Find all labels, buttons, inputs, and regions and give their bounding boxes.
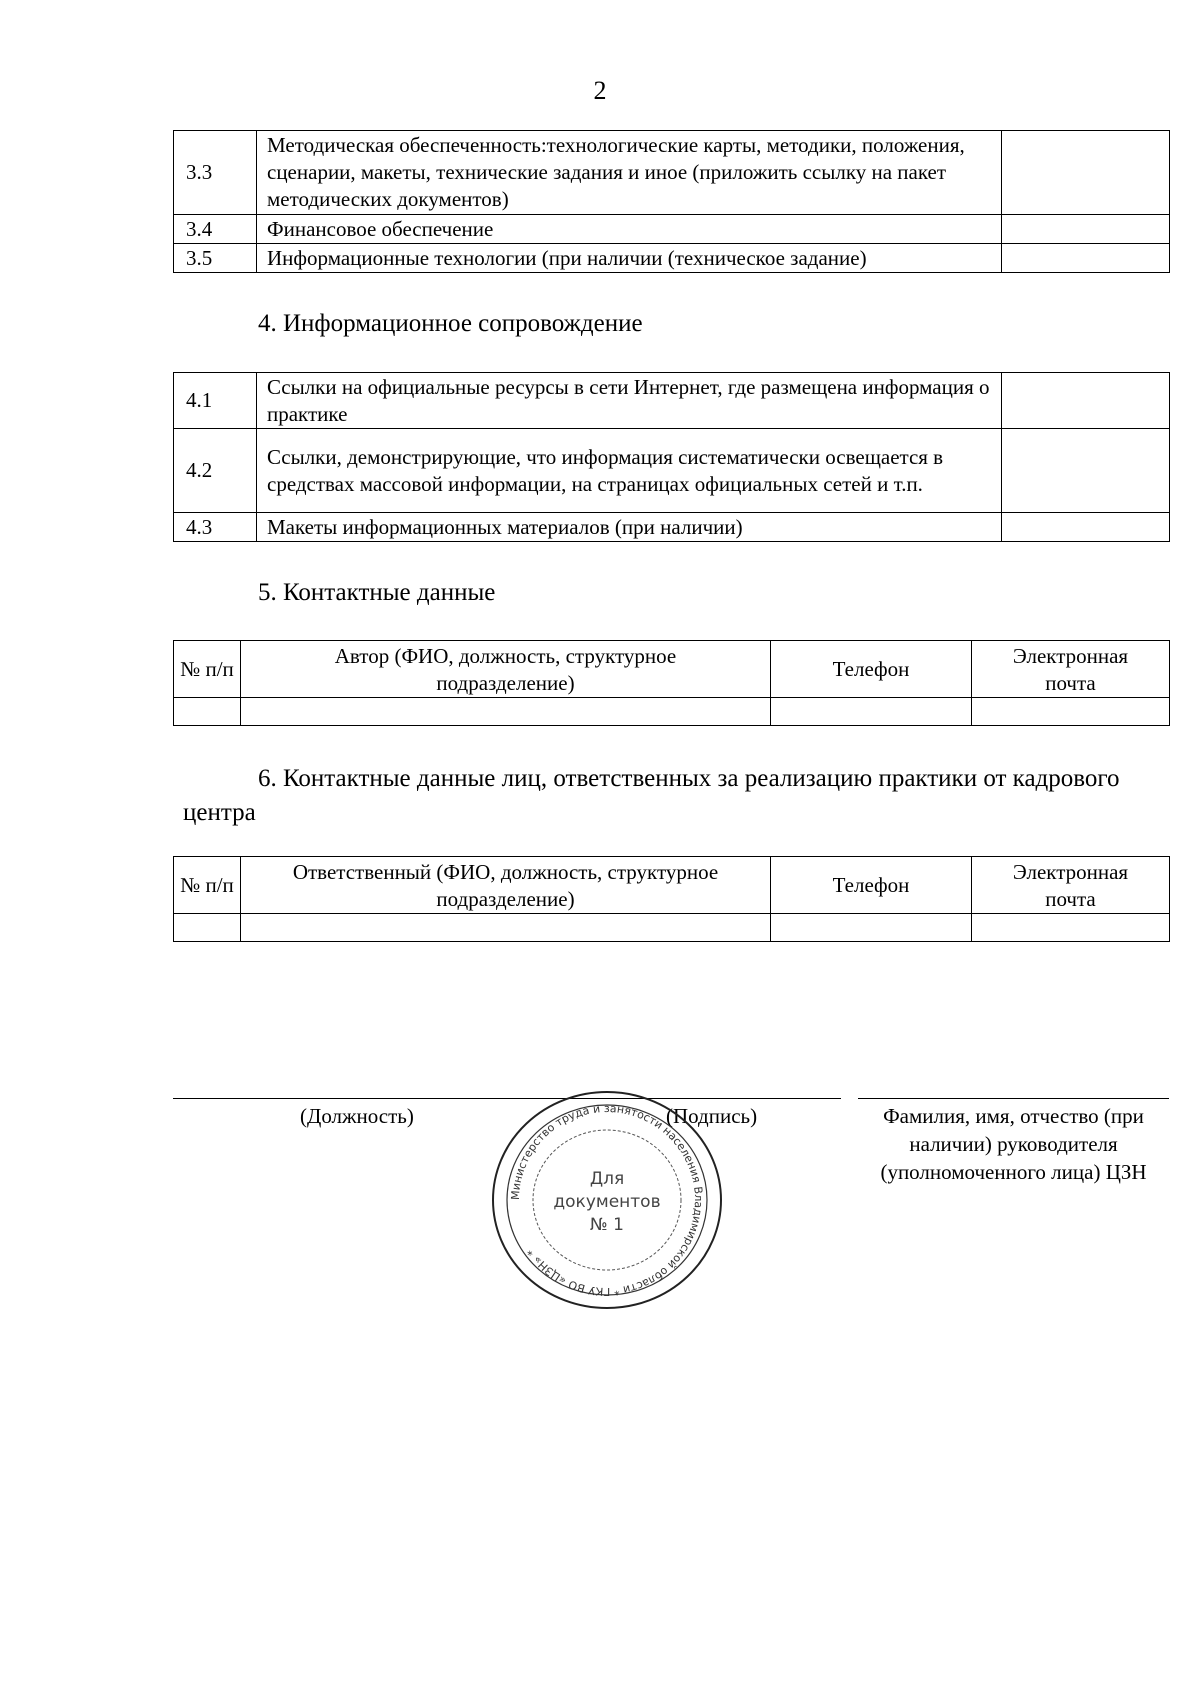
section4-title: 4. Информационное сопровождение — [258, 310, 643, 337]
seal-text-line-1: Для — [589, 1169, 625, 1189]
table-row — [174, 429, 1170, 513]
row-value-cell — [1002, 513, 1170, 542]
row-text: Ссылки на официальные ресурсы в сети Интернет, где размещена информация о практике — [257, 373, 1002, 429]
table-row — [174, 914, 1170, 942]
empty-cell — [771, 698, 972, 726]
row-number: 4.2 — [174, 429, 257, 513]
empty-cell — [241, 914, 771, 942]
column-header-number: № п/п — [174, 641, 241, 698]
seal-text-line-2: документов — [553, 1192, 661, 1212]
row-value-cell — [1002, 244, 1170, 273]
row-number: 3.5 — [174, 244, 257, 273]
name-label: Фамилия, имя, отчество (при наличии) руководителя (уполномоченного лица) ЦЗН — [880, 1104, 1147, 1184]
empty-cell — [174, 914, 241, 942]
column-header-phone: Телефон — [771, 857, 972, 914]
section5-title: 5. Контактные данные — [258, 579, 496, 606]
row-number: 4.1 — [174, 373, 257, 429]
row-value-cell — [1002, 131, 1170, 215]
page-number: 2 — [593, 76, 607, 105]
column-header-email: Электронная почта — [972, 857, 1170, 914]
section6-title: 6. Контактные данные лиц, ответственных за реализацию практики от кадрового центра — [183, 765, 1120, 826]
empty-cell — [174, 698, 241, 726]
row-text: Финансовое обеспечение — [257, 215, 1002, 244]
table-row — [174, 698, 1170, 726]
empty-cell — [972, 914, 1170, 942]
section5-contacts-table — [173, 640, 1170, 726]
column-header-author: Автор (ФИО, должность, структурное подразделение) — [241, 641, 771, 698]
row-number: 3.4 — [174, 215, 257, 244]
column-header-phone: Телефон — [771, 641, 972, 698]
row-value-cell — [1002, 429, 1170, 513]
column-header-email: Электронная почта — [972, 641, 1170, 698]
row-text: Методическая обеспеченность:технологические карты, методики, положения, сценарии, макеты, технические задания и иное (приложить ссылку на пакет методических документов) — [257, 131, 1002, 215]
table-header-row — [174, 857, 1170, 914]
empty-cell — [771, 914, 972, 942]
row-number: 4.3 — [174, 513, 257, 542]
table-header-row — [174, 641, 1170, 698]
seal-text-line-3: № 1 — [590, 1215, 624, 1235]
table-row — [174, 131, 1170, 215]
section6-contacts-table — [173, 856, 1170, 942]
row-text: Макеты информационных материалов (при наличии) — [257, 513, 1002, 542]
row-text: Информационные технологии (при наличии (техническое задание) — [257, 244, 1002, 273]
row-number: 3.3 — [174, 131, 257, 215]
table-row — [174, 215, 1170, 244]
position-label: (Должность) — [300, 1104, 414, 1128]
section3-table — [173, 130, 1170, 273]
table-row — [174, 373, 1170, 429]
seal-ring-text: Министерство труда и занятости населения Владимирской области * ГКУ ВО «ЦЗН» * — [508, 1101, 706, 1299]
section4-table — [173, 372, 1170, 542]
row-value-cell — [1002, 373, 1170, 429]
table-row — [174, 513, 1170, 542]
empty-cell — [241, 698, 771, 726]
signature-label: (Подпись) — [666, 1104, 758, 1128]
name-line — [858, 1098, 1169, 1099]
column-header-number: № п/п — [174, 857, 241, 914]
column-header-responsible: Ответственный (ФИО, должность, структурное подразделение) — [241, 857, 771, 914]
row-value-cell — [1002, 215, 1170, 244]
row-text: Ссылки, демонстрирующие, что информация систематически освещается в средствах массовой информации, на страницах официальных сетей и т.п. — [257, 429, 1002, 513]
table-row — [174, 244, 1170, 273]
empty-cell — [972, 698, 1170, 726]
seal-stamp — [488, 1086, 726, 1314]
